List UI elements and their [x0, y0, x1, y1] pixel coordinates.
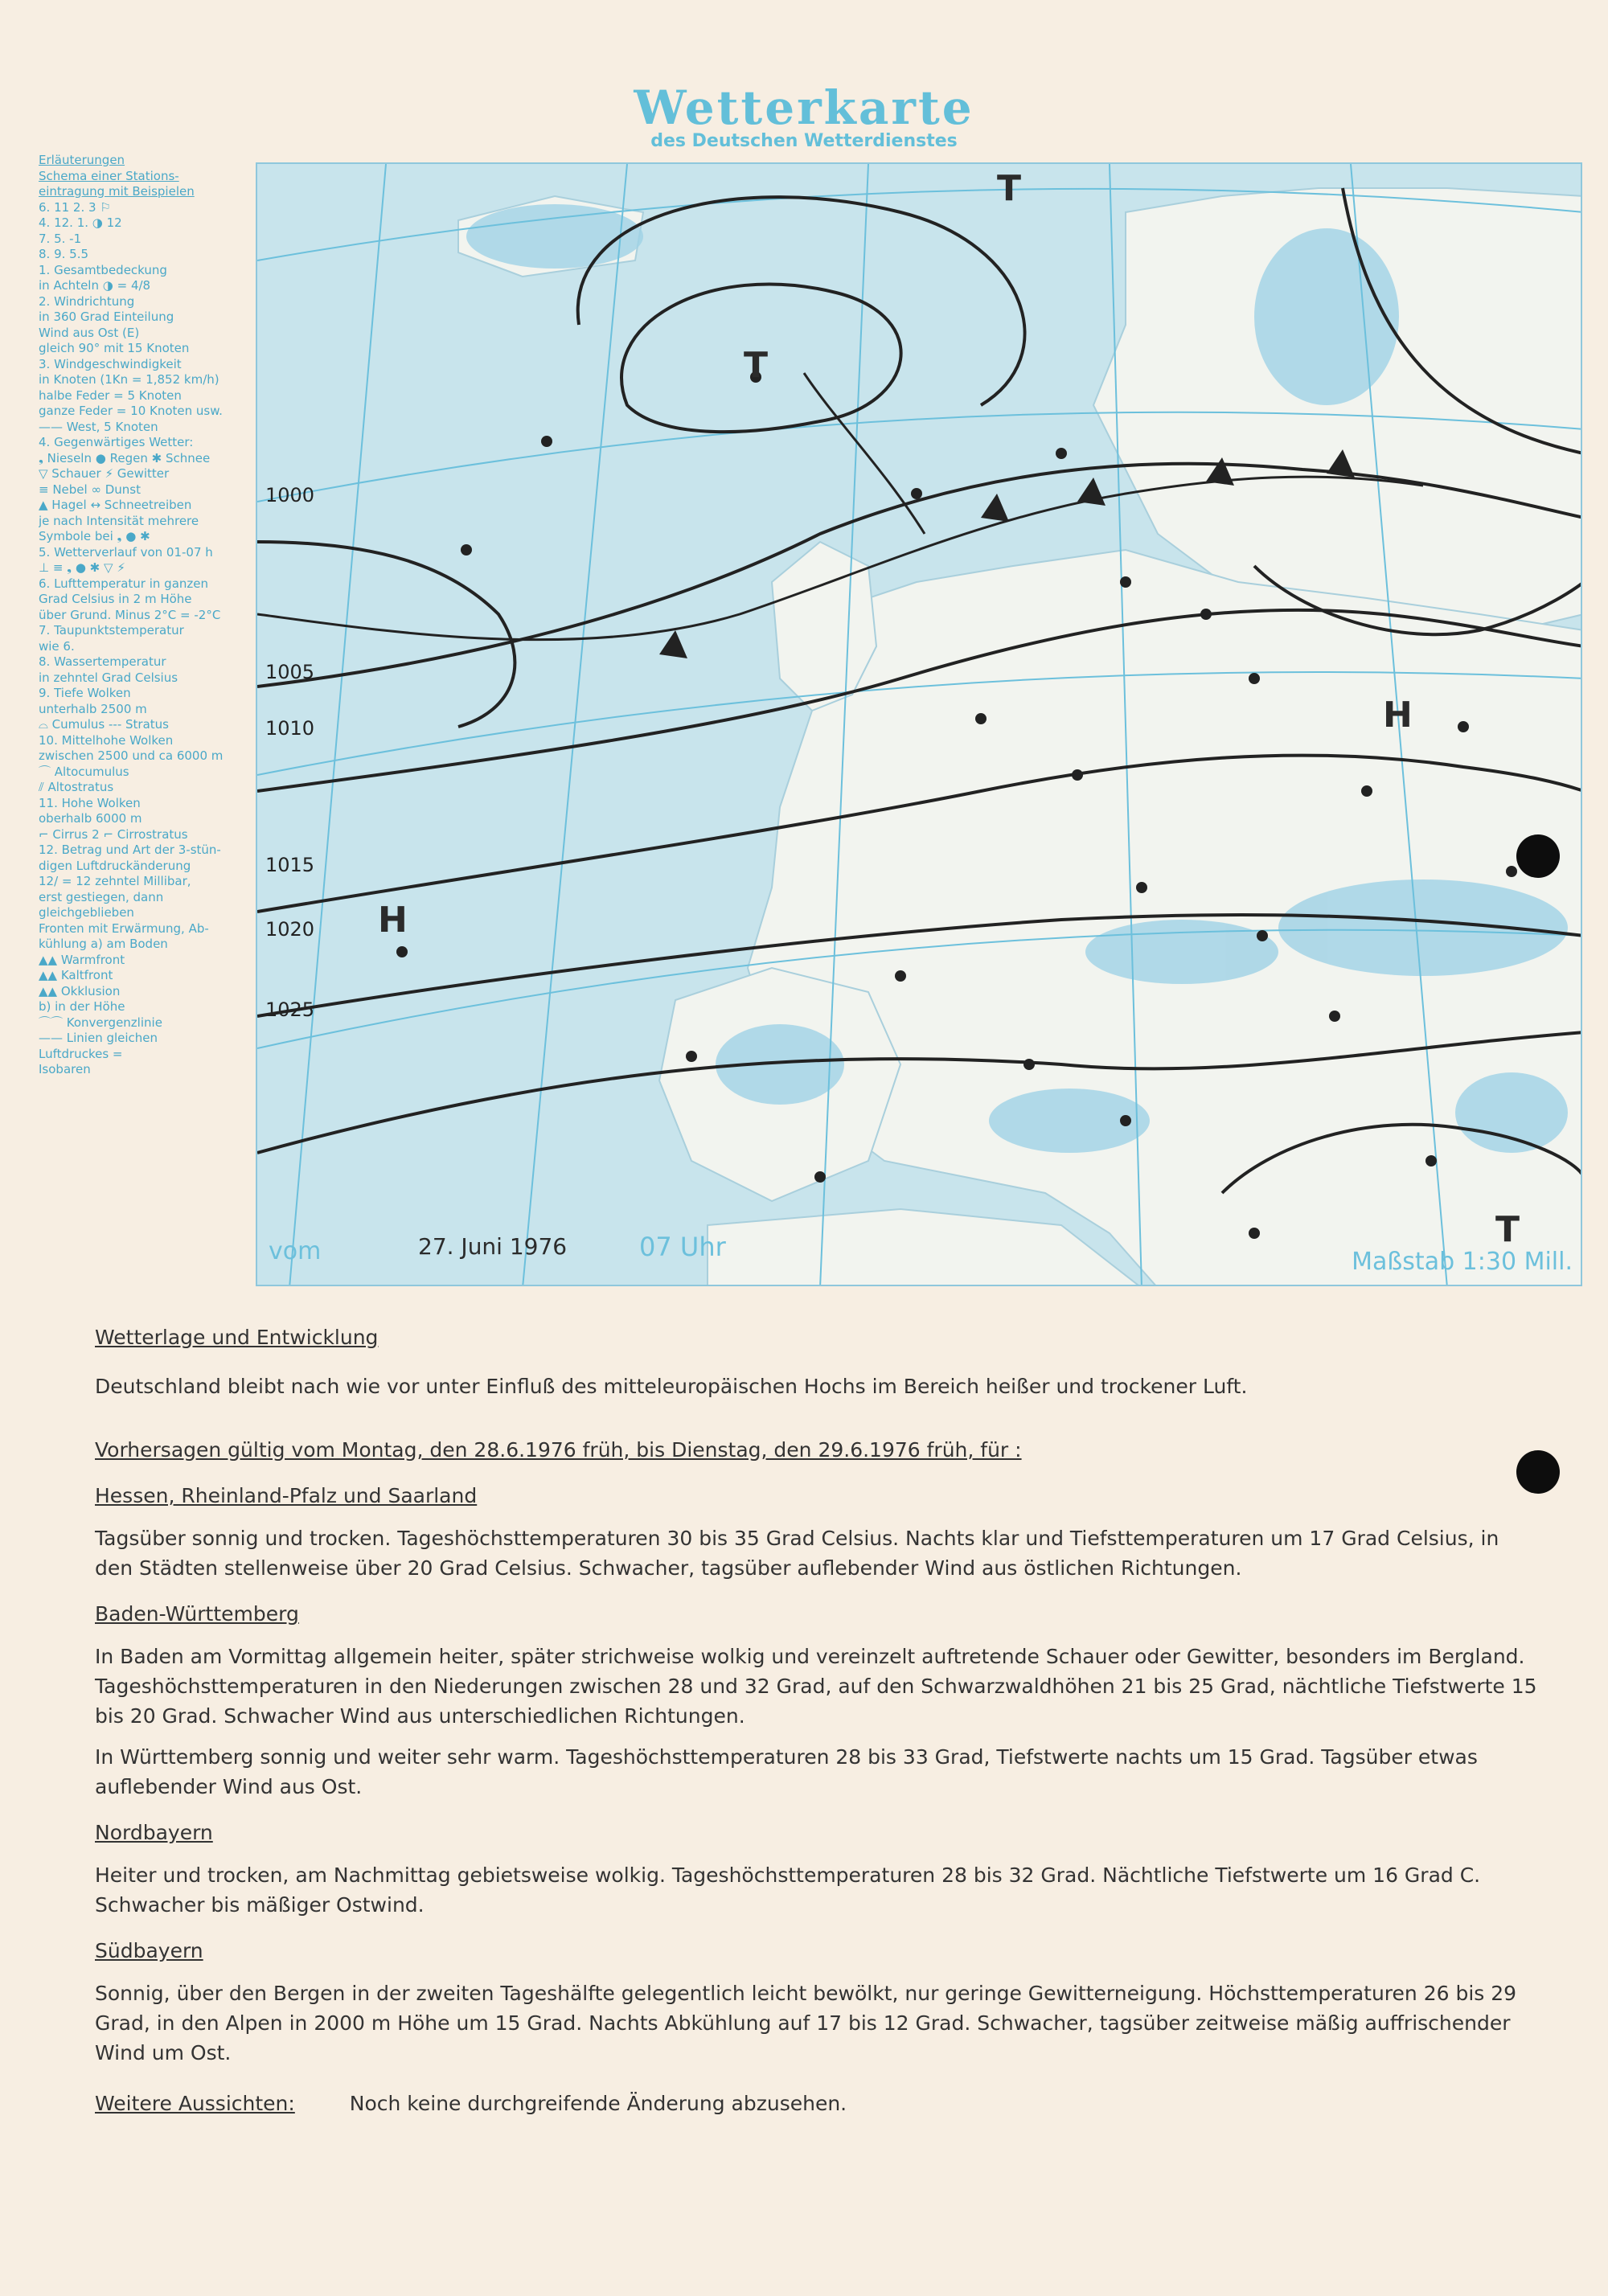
legend-line: ▲▲ Okklusion	[39, 983, 121, 998]
punch-hole-upper	[1516, 834, 1560, 878]
outlook-line	[95, 2089, 1542, 2118]
forecast-regions	[95, 1481, 1542, 2068]
weather-map	[256, 162, 1582, 1286]
legend-line: 9. Tiefe Wolken	[39, 686, 131, 700]
legend-line: ganze Feder = 10 Knoten usw.	[39, 404, 223, 418]
legend-line: je nach Intensität mehrere	[39, 513, 199, 528]
legend-line: ▲ Hagel ↔ Schneetreiben	[39, 498, 192, 512]
legend-line: Luftdruckes =	[39, 1046, 123, 1061]
legend-line: —— West, 5 Knoten	[39, 419, 158, 434]
legend-line: ⌒ Altocumulus	[39, 764, 129, 779]
legend-line: ≡ Nebel ∞ Dunst	[39, 482, 141, 497]
pressure-center-atlantic: H	[378, 900, 408, 941]
legend-line: über Grund. Minus 2°C = -2°C	[39, 607, 221, 622]
legend-line: in Knoten (1Kn = 1,852 km/h)	[39, 372, 219, 387]
region-paragraph: In Baden am Vormittag allgemein heiter, später strichweise wolkig und vereinzelt auftretende Schauer oder Gewitter, besonders im Bergland. Tageshöchsttemperaturen in den Niederungen zwischen 28 und 32 Grad, auf den Schwarzwaldhöhen 21 bis 25 Grad, nächtliche Tiefstwerte 15 bis 20 Grad. Schwacher Wind aus unterschiedlichen Richtungen.	[95, 1645, 1537, 1728]
legend-line: ⫽ Altostratus	[39, 780, 114, 794]
legend-line: 8. Wassertemperatur	[39, 654, 166, 669]
vom-label: vom	[269, 1237, 322, 1265]
situation-text: Deutschland bleibt nach wie vor unter Einfluß des mitteleuropäischen Hochs im Bereich heißer und trockener Luft.	[95, 1375, 1248, 1398]
legend-line: in zehntel Grad Celsius	[39, 670, 178, 685]
map-hour: 07 Uhr	[639, 1232, 726, 1262]
region-heading: Südbayern	[95, 1939, 203, 1962]
legend-line: in 360 Grad Einteilung	[39, 310, 174, 324]
legend-line: 3. Windgeschwindigkeit	[39, 356, 182, 371]
isobar-label-1015: 1015	[265, 854, 315, 876]
legend-line: gleichgeblieben	[39, 905, 134, 920]
region-heading: Baden-Württemberg	[95, 1602, 299, 1626]
region-paragraph: In Württemberg sonnig und weiter sehr warm. Tageshöchsttemperaturen 28 bis 33 Grad, Tiefstwerte nachts um 15 Grad. Tagsüber etwas auflebender Wind aus Ost.	[95, 1745, 1478, 1798]
region-paragraph: Heiter und trocken, am Nachmittag gebietsweise wolkig. Tageshöchsttemperaturen 28 bis 32 Grad. Nächtliche Tiefstwerte um 16 Grad C. Schwacher bis mäßiger Ostwind.	[95, 1863, 1481, 1917]
legend-line: 7. 5. -1	[39, 231, 82, 246]
legend-line: wie 6.	[39, 638, 75, 654]
isobar-label-1010: 1010	[265, 717, 315, 740]
legend-line: ⌐ Cirrus 2 ⌐ Cirrostratus	[39, 826, 188, 842]
isobar-label-1005: 1005	[265, 661, 315, 683]
map-scale: Maßstab 1:30 Mill.	[1352, 1248, 1573, 1276]
legend	[39, 153, 249, 1294]
legend-line: in Achteln ◑ = 4/8	[39, 278, 151, 293]
legend-line: Grad Celsius in 2 m Höhe	[39, 592, 192, 606]
legend-line: 11. Hohe Wolken	[39, 795, 141, 810]
legend-line: 12. Betrag und Art der 3-stün-	[39, 843, 221, 857]
map-title: Wetterkarte	[634, 80, 974, 135]
map-subtitle: des Deutschen Wetterdienstes	[650, 131, 958, 151]
legend-line: eintragung mit Beispielen	[39, 184, 195, 199]
region-heading: Hessen, Rheinland-Pfalz und Saarland	[95, 1484, 478, 1507]
legend-line: 4. Gegenwärtiges Wetter:	[39, 435, 194, 449]
legend-line: halbe Feder = 5 Knoten	[39, 387, 182, 403]
pressure-center-balkan: T	[1495, 1209, 1520, 1250]
situation-heading: Wetterlage und Entwicklung	[95, 1326, 379, 1349]
map-date: 27. Juni 1976	[418, 1233, 568, 1260]
legend-line: —— Linien gleichen	[39, 1031, 158, 1045]
legend-line: unterhalb 2500 m	[39, 701, 147, 716]
legend-line: 5. Wetterverlauf von 01-07 h	[39, 544, 213, 560]
legend-line: 7. Taupunktstemperatur	[39, 623, 184, 638]
legend-line: kühlung a) am Boden	[39, 937, 168, 951]
region-heading: Nordbayern	[95, 1821, 213, 1844]
pressure-center-iceland: T	[997, 168, 1022, 209]
legend-line: Erläuterungen	[39, 153, 125, 167]
legend-line: 6. Lufttemperatur in ganzen	[39, 576, 209, 591]
legend-line: ▲▲ Warmfront	[39, 952, 125, 967]
legend-line: b) in der Höhe	[39, 999, 125, 1014]
forecast-heading: Vorhersagen gültig vom Montag, den 28.6.1976 früh, bis Dienstag, den 29.6.1976 früh, für :	[95, 1438, 1022, 1462]
isobar-label-1020: 1020	[265, 918, 315, 941]
isobar-label-1000: 1000	[265, 484, 315, 506]
legend-line: oberhalb 6000 m	[39, 811, 142, 826]
region-paragraph: Sonnig, über den Bergen in der zweiten Tageshälfte gelegentlich leicht bewölkt, nur geringe Gewitterneigung. Höchsttemperaturen 26 bis 29 Grad, in den Alpen in 2000 m Höhe um 15 Grad. Nachts Abkühlung auf 17 bis 12 Grad. Schwacher, tagsüber zeitweise mäßig auffrischender Wind um Ost.	[95, 1982, 1517, 2064]
legend-line: ▽ Schauer ⚡ Gewitter	[39, 466, 170, 481]
legend-line: Schema einer Stations-	[39, 168, 179, 183]
legend-line: ▲▲ Kaltfront	[39, 968, 113, 982]
legend-line: Isobaren	[39, 1062, 91, 1076]
legend-line: gleich 90° mit 15 Knoten	[39, 341, 190, 355]
isobar-labels	[265, 484, 314, 1021]
pressure-center-north-sea: T	[744, 345, 769, 386]
legend-line: ⌒⌒ Konvergenzlinie	[39, 1015, 162, 1030]
legend-line: zwischen 2500 und ca 6000 m	[39, 748, 224, 763]
legend-line: ❟ Nieseln ● Regen ✱ Schnee	[39, 450, 211, 465]
africa-land	[708, 1209, 1142, 1286]
legend-line: 6. 11 2. 3 ⚐	[39, 199, 111, 215]
legend-line: erst gestiegen, dann	[39, 889, 164, 904]
legend-line: digen Luftdruckänderung	[39, 858, 191, 873]
legend-line: 8. 9. 5.5	[39, 247, 89, 261]
legend-line: Symbole bei ❟ ● ✱	[39, 529, 150, 543]
legend-line: 12/ = 12 zehntel Millibar,	[39, 874, 191, 888]
legend-line: 4. 12. 1. ◑ 12	[39, 215, 122, 230]
legend-line: Wind aus Ost (E)	[39, 325, 140, 340]
pressure-center-central-europe: H	[1383, 695, 1413, 736]
legend-line: 2. Windrichtung	[39, 293, 135, 309]
legend-line: ⊥ ≡ ❟ ● ✱ ▽ ⚡	[39, 560, 125, 575]
legend-line: 10. Mittelhohe Wolken	[39, 732, 174, 748]
outlook-text: Noch keine durchgreifende Änderung abzusehen.	[349, 2092, 847, 2115]
isobar-label-1025: 1025	[265, 998, 315, 1021]
outlook-label: Weitere Aussichten:	[95, 2092, 295, 2115]
legend-line: Fronten mit Erwärmung, Ab-	[39, 920, 209, 936]
region-paragraph: Tagsüber sonnig und trocken. Tageshöchsttemperaturen 30 bis 35 Grad Celsius. Nachts klar und Tiefsttemperaturen um 17 Grad Celsius, in den Städten stellenweise über 20 Grad Celsius. Schwacher, tagsüber auflebender Wind aus östlichen Richtungen.	[95, 1527, 1499, 1580]
text-section	[95, 1322, 1542, 2118]
legend-line: ⌓ Cumulus --- Stratus	[39, 717, 169, 732]
legend-line: 1. Gesamtbedeckung	[39, 262, 167, 277]
